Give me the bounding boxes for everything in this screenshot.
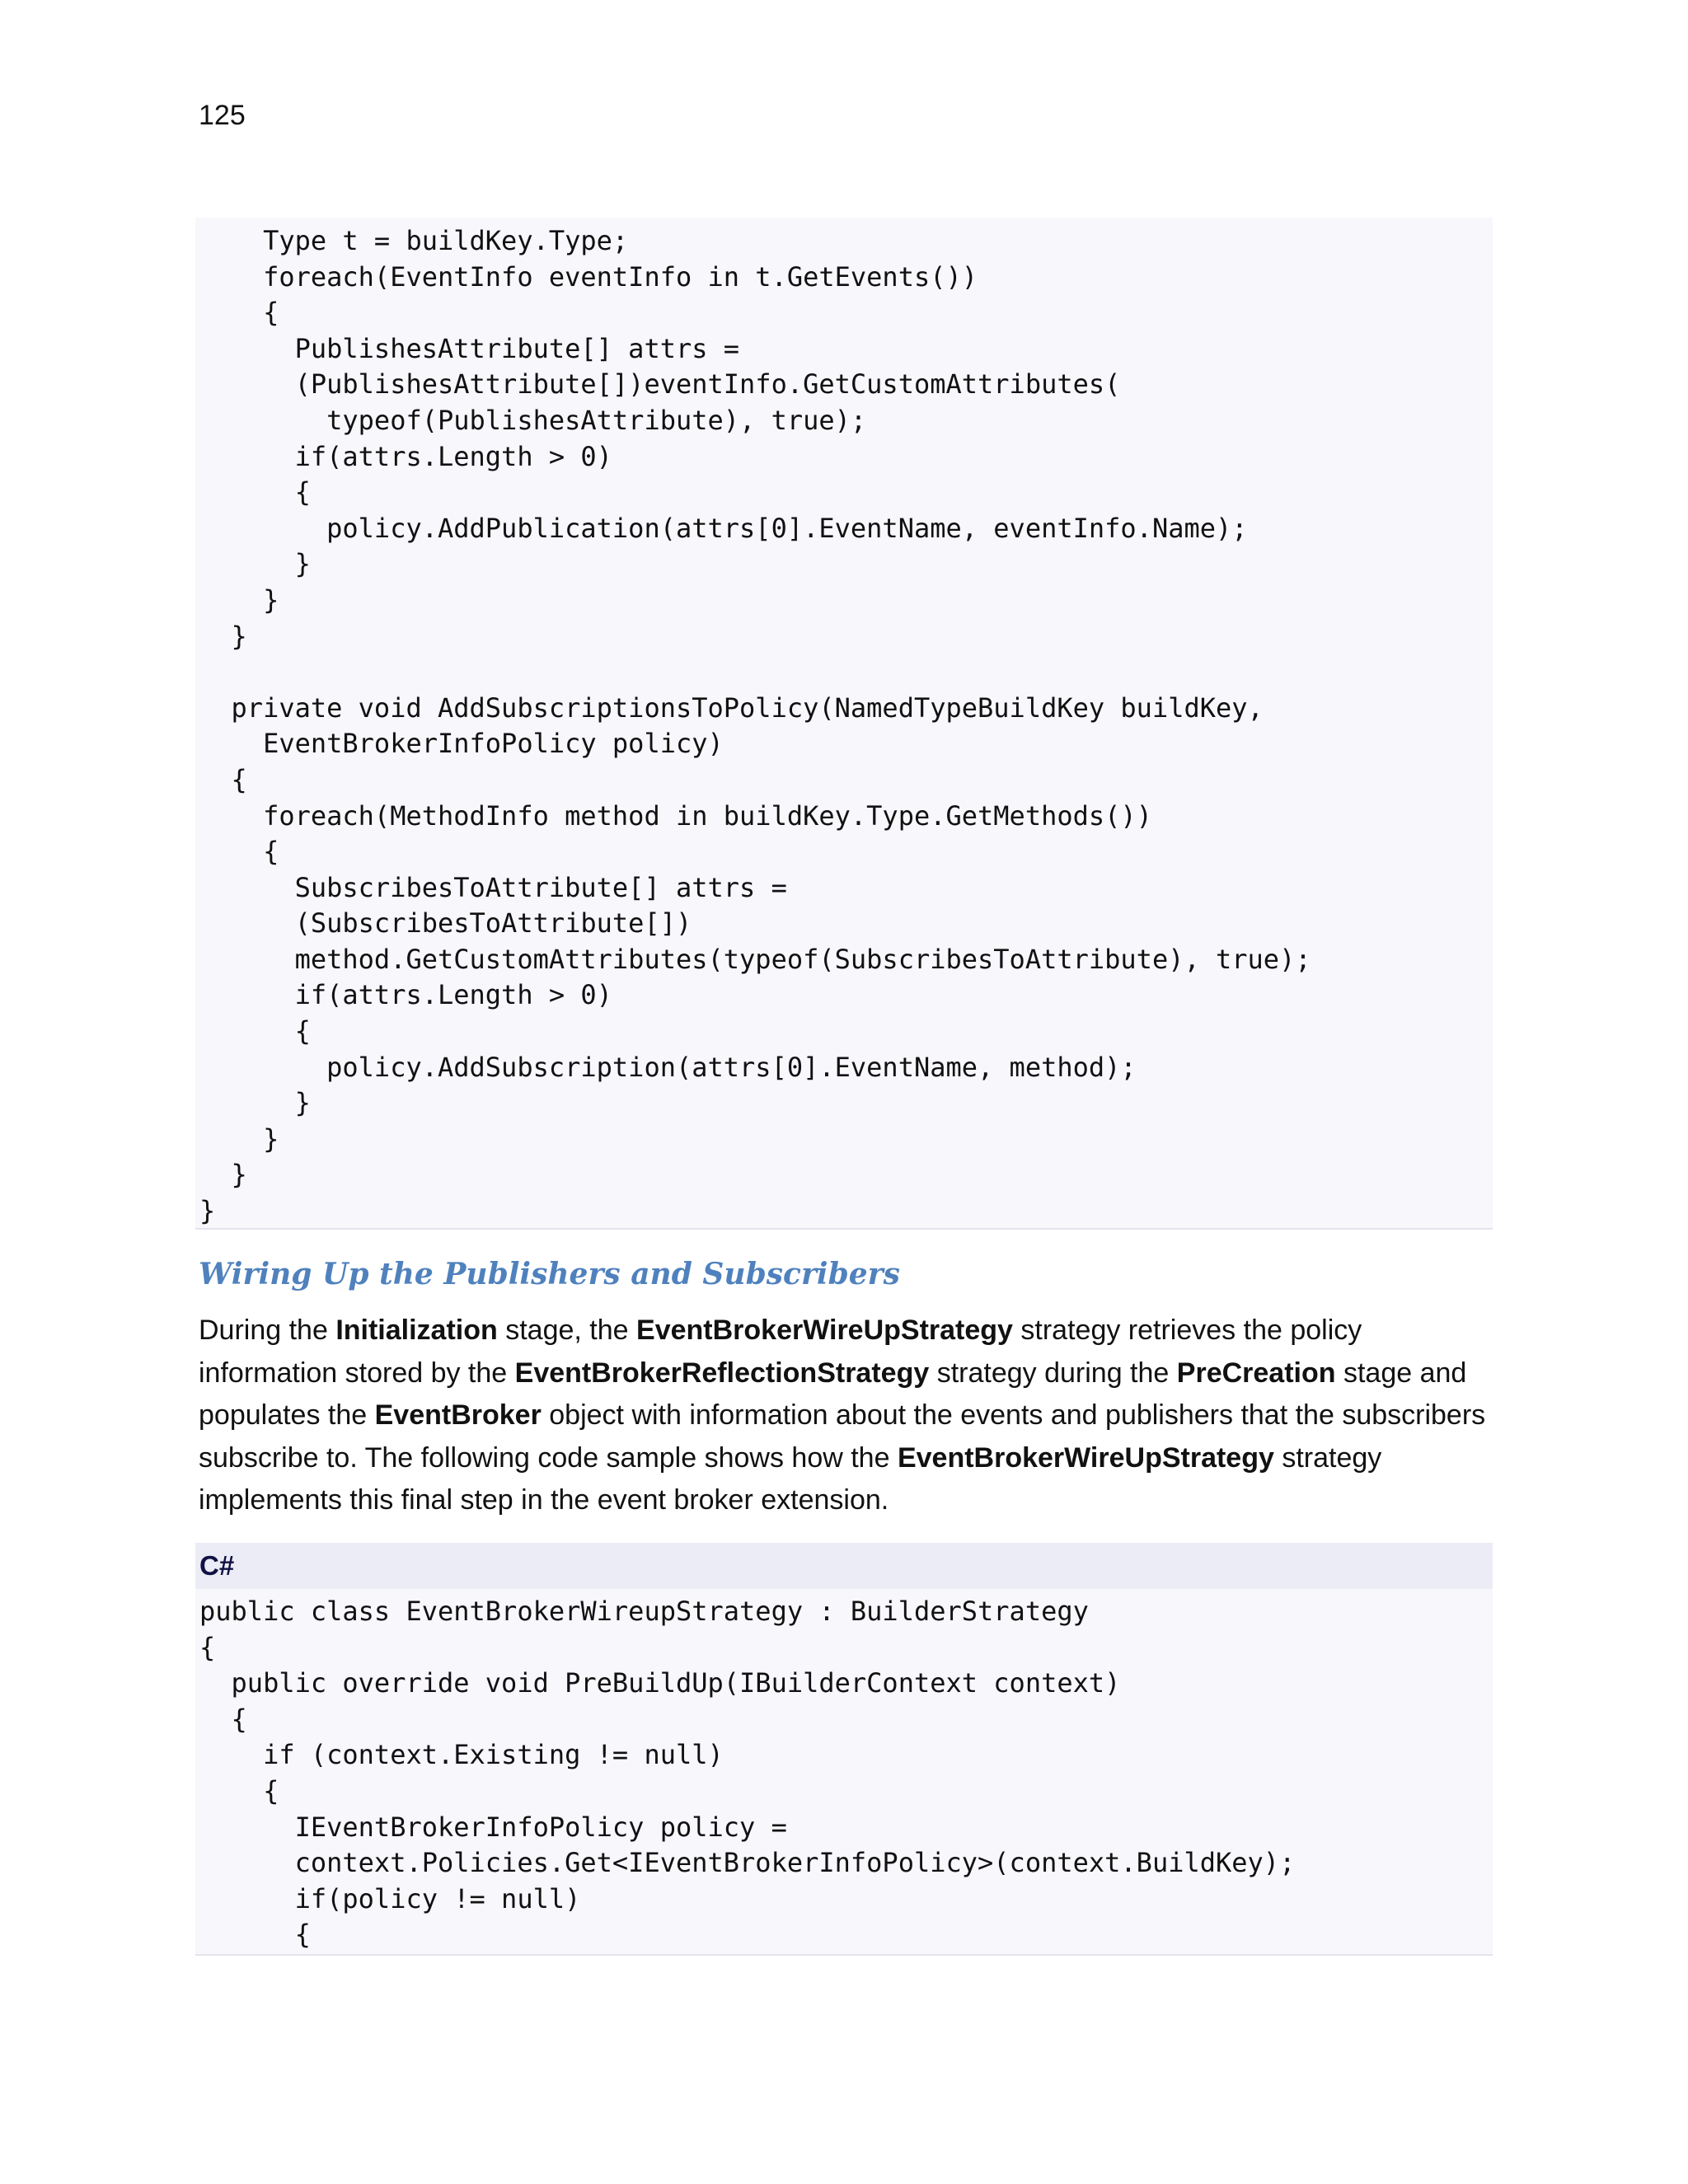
text-run: stage and populates the (199, 1357, 1467, 1432)
text-run: stage, the (497, 1315, 637, 1346)
text-run: During the (199, 1315, 336, 1346)
bold-term-eventbroker: EventBroker (374, 1399, 542, 1432)
bold-term-wireup-strategy: EventBrokerWireUpStrategy (636, 1315, 1013, 1346)
text-run: object with information about the events and publishers that the subscribers subscribe to. The following code sample shows how the (199, 1399, 1486, 1474)
text-run: strategy during the (929, 1357, 1177, 1389)
text-run: strategy implements this final step in the event broker extension. (199, 1441, 1382, 1516)
bold-term-initialization: Initialization (335, 1315, 498, 1346)
code-block-continued (195, 218, 1493, 1230)
bold-term-reflection-strategy: EventBrokerReflectionStrategy (514, 1357, 930, 1389)
code-block-csharp (195, 1543, 1493, 1956)
code-listing: public class EventBrokerWireupStrategy : BuilderStrategy { public override void PreBuildUp(IBuilderContext context) { if (context.Existing != null) { IEventBrokerInfoPolicy policy = context.Policies.Get<IEventBrokerInfoPolicy>(context.BuildKey); if(policy != null) { (199, 1596, 1296, 1951)
page-number: 125 (199, 100, 246, 131)
code-listing: Type t = buildKey.Type; foreach(EventInfo eventInfo in t.GetEvents()) { PublishesAttribute[] attrs = (PublishesAttribute[])eventInfo.GetCustomAttributes( typeof(PublishesAttribute), true); if(attrs.Length > 0) { policy.AddPublication(attrs[0].EventName, eventInfo.Name); } } } private void AddSubscriptionsToPolicy(NamedTypeBuildKey buildKey, EventBrokerInfoPolicy policy) { foreach(MethodInfo method in buildKey.Type.GetMethods()) { SubscribesToAttribute[] attrs = (SubscribesToAttribute[]) method.GetCustomAttributes(typeof(SubscribesToAttribute), true); if(attrs.Length > 0) { policy.AddSubscription(attrs[0].EventName, method); } } } } (199, 225, 1311, 1227)
text-run: strategy retrieves the policy information stored by the (199, 1315, 1362, 1389)
body-paragraph (199, 1310, 1494, 1522)
section-heading: Wiring Up the Publishers and Subscribers (199, 1257, 900, 1291)
code-language-label: C# (195, 1543, 1493, 1589)
bold-term-precreation: PreCreation (1176, 1357, 1336, 1389)
bold-term-wireup-strategy: EventBrokerWireUpStrategy (897, 1441, 1274, 1474)
